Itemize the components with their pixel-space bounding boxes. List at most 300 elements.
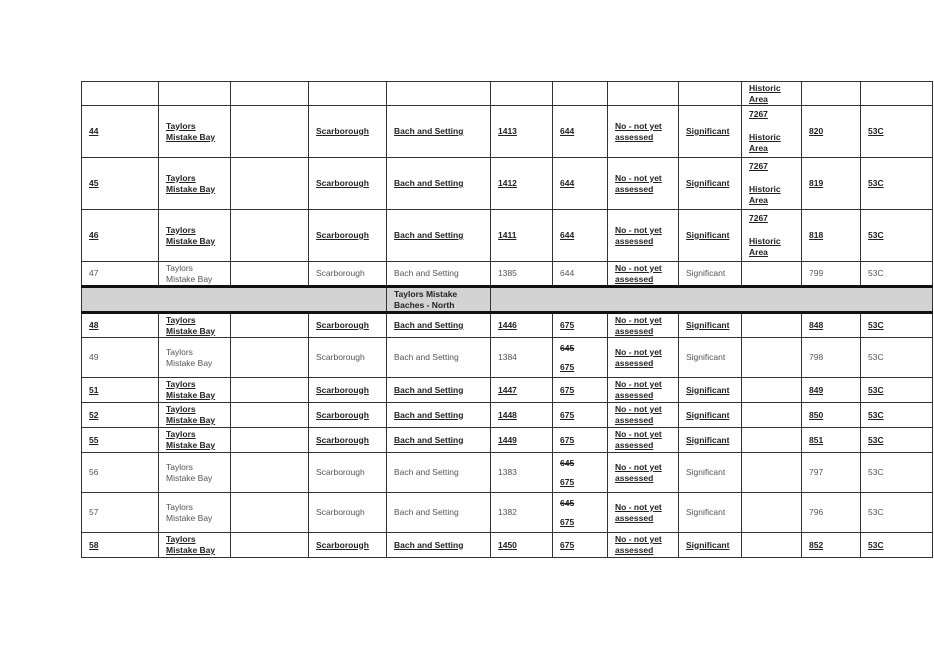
cell-plan-ref bbox=[553, 533, 608, 558]
table-row bbox=[82, 493, 933, 533]
cell-text: Scarborough bbox=[316, 268, 365, 278]
cell-text: Scarborough bbox=[316, 384, 369, 395]
cell-text: 7267 bbox=[749, 109, 768, 119]
cell-text: Bach and Setting bbox=[394, 352, 459, 362]
cell-location bbox=[159, 428, 231, 453]
cell-text: 7267 bbox=[749, 213, 768, 223]
cell-text: Bach and Setting bbox=[394, 320, 464, 330]
cell-text: 851 bbox=[809, 434, 824, 445]
cell-plan-ref bbox=[553, 428, 608, 453]
cell-historic-area bbox=[742, 493, 802, 533]
cell-heritage-id bbox=[491, 210, 553, 262]
cell-heritage-id bbox=[491, 262, 553, 287]
cell-suburb bbox=[309, 313, 387, 338]
cell-historic-area bbox=[742, 403, 802, 428]
cell-text: 52 bbox=[89, 409, 99, 420]
cell-item-number bbox=[82, 210, 159, 262]
cell-heritage-id bbox=[491, 403, 553, 428]
cell-plan-ref bbox=[553, 82, 608, 106]
cell-map-id bbox=[802, 262, 861, 287]
cell-text: 1411 bbox=[498, 230, 517, 240]
cell-text: 797 bbox=[809, 467, 824, 477]
cell-text: 7267 bbox=[749, 161, 768, 171]
cell-text: Bach and Setting bbox=[394, 178, 464, 188]
cell-text: Historic Area bbox=[749, 82, 781, 104]
cell-text: Taylors Mistake Bay bbox=[166, 314, 216, 336]
cell-location bbox=[159, 378, 231, 403]
table-row bbox=[82, 82, 933, 106]
cell-suburb bbox=[309, 533, 387, 558]
cell-location bbox=[159, 158, 231, 210]
cell-text: Scarborough bbox=[316, 409, 369, 420]
cell-text: 53C bbox=[868, 230, 884, 240]
cell-text: 849 bbox=[809, 384, 824, 395]
cell-text: No - not yet assessed bbox=[615, 534, 662, 555]
cell-heritage-id bbox=[491, 493, 553, 533]
cell-text: 850 bbox=[809, 409, 824, 420]
cell-text: 51 bbox=[89, 384, 99, 395]
cell-historic-area bbox=[742, 453, 802, 493]
cell-historic-area bbox=[742, 313, 802, 338]
cell-text: Taylors Mistake Bay bbox=[166, 262, 213, 284]
cell-assessment bbox=[608, 106, 679, 158]
cell-text: Scarborough bbox=[316, 320, 369, 330]
cell-historic-area bbox=[742, 158, 802, 210]
cell-text: Significant bbox=[686, 178, 730, 188]
cell-assessment bbox=[608, 313, 679, 338]
cell-text: 1449 bbox=[498, 434, 517, 445]
cell-text: Significant bbox=[686, 434, 730, 445]
cell-text: 48 bbox=[89, 320, 99, 330]
cell-text: No - not yet assessed bbox=[615, 172, 662, 194]
cell-planning-map bbox=[861, 428, 933, 453]
cell-text: 53C bbox=[868, 384, 884, 395]
cell-blank bbox=[231, 403, 309, 428]
heritage-schedule-table bbox=[81, 81, 933, 558]
cell-significance bbox=[679, 262, 742, 287]
cell-text: 53C bbox=[868, 539, 884, 550]
cell-significance bbox=[679, 158, 742, 210]
cell-significance bbox=[679, 453, 742, 493]
cell-location bbox=[159, 453, 231, 493]
cell-text: Historic Area bbox=[749, 236, 781, 257]
cell-text: Bach and Setting bbox=[394, 230, 464, 240]
cell-significance bbox=[679, 403, 742, 428]
cell-planning-map bbox=[861, 313, 933, 338]
cell-text: 46 bbox=[89, 230, 99, 240]
cell-text: 53C bbox=[868, 268, 884, 278]
table-row bbox=[82, 428, 933, 453]
cell-suburb bbox=[309, 403, 387, 428]
cell-text: 1447 bbox=[498, 384, 517, 395]
cell-text: Historic Area bbox=[749, 184, 781, 205]
cell-text: Taylors Mistake Bay bbox=[166, 224, 216, 246]
cell-blank bbox=[231, 378, 309, 403]
cell-plan-ref bbox=[553, 403, 608, 428]
cell-text: No - not yet assessed bbox=[615, 379, 662, 400]
cell-map-id bbox=[802, 106, 861, 158]
cell-map-id bbox=[802, 210, 861, 262]
cell-significance bbox=[679, 493, 742, 533]
cell-blank bbox=[231, 106, 309, 158]
cell-text: Scarborough bbox=[316, 467, 365, 477]
cell-blank bbox=[231, 533, 309, 558]
cell-historic-area bbox=[742, 378, 802, 403]
cell-text: No - not yet assessed bbox=[615, 224, 662, 246]
cell-text: 53C bbox=[868, 507, 884, 517]
cell-text: Scarborough bbox=[316, 230, 369, 240]
cell-text: 675 bbox=[560, 361, 575, 372]
cell-heritage-id bbox=[491, 378, 553, 403]
cell-planning-map bbox=[861, 453, 933, 493]
cell-planning-map bbox=[861, 158, 933, 210]
cell-text: 798 bbox=[809, 352, 824, 362]
cell-text: Historic Area bbox=[749, 132, 781, 153]
cell-plan-ref bbox=[553, 338, 608, 378]
cell-plan-ref bbox=[553, 453, 608, 493]
table-row bbox=[82, 338, 933, 378]
cell-text: Significant bbox=[686, 126, 730, 136]
cell-map-id bbox=[802, 82, 861, 106]
section-blank bbox=[491, 287, 933, 313]
cell-planning-map bbox=[861, 493, 933, 533]
cell-map-id bbox=[802, 338, 861, 378]
cell-map-id bbox=[802, 378, 861, 403]
cell-text: Taylors Mistake Bay bbox=[166, 404, 216, 425]
cell-plan-ref bbox=[553, 313, 608, 338]
cell-location bbox=[159, 210, 231, 262]
cell-significance bbox=[679, 313, 742, 338]
cell-heritage-id bbox=[491, 158, 553, 210]
cell-text: 58 bbox=[89, 539, 99, 550]
cell-item-number bbox=[82, 378, 159, 403]
cell-heritage-type bbox=[387, 533, 491, 558]
cell-heritage-type bbox=[387, 210, 491, 262]
cell-heritage-id bbox=[491, 533, 553, 558]
cell-map-id bbox=[802, 158, 861, 210]
cell-heritage-type bbox=[387, 313, 491, 338]
cell-assessment bbox=[608, 210, 679, 262]
cell-text: Bach and Setting bbox=[394, 268, 459, 278]
cell-text: 675 bbox=[560, 539, 575, 550]
cell-suburb bbox=[309, 338, 387, 378]
table-row bbox=[82, 453, 933, 493]
cell-location bbox=[159, 533, 231, 558]
cell-text: Significant bbox=[686, 268, 726, 278]
cell-text: 57 bbox=[89, 507, 99, 517]
cell-blank bbox=[231, 453, 309, 493]
cell-blank bbox=[231, 82, 309, 106]
cell-assessment bbox=[608, 378, 679, 403]
cell-location bbox=[159, 493, 231, 533]
cell-significance bbox=[679, 378, 742, 403]
cell-blank bbox=[231, 493, 309, 533]
cell-text: 852 bbox=[809, 539, 824, 550]
cell-heritage-type bbox=[387, 82, 491, 106]
cell-text: 848 bbox=[809, 320, 824, 330]
cell-assessment bbox=[608, 82, 679, 106]
cell-significance bbox=[679, 210, 742, 262]
cell-suburb bbox=[309, 493, 387, 533]
cell-historic-area bbox=[742, 533, 802, 558]
cell-map-id bbox=[802, 533, 861, 558]
cell-item-number bbox=[82, 82, 159, 106]
cell-text: 53C bbox=[868, 409, 884, 420]
cell-item-number bbox=[82, 453, 159, 493]
cell-assessment bbox=[608, 453, 679, 493]
table-row bbox=[82, 533, 933, 558]
cell-text: Significant bbox=[686, 539, 730, 550]
cell-location bbox=[159, 106, 231, 158]
cell-text: 49 bbox=[89, 352, 99, 362]
cell-text: 1383 bbox=[498, 467, 517, 477]
cell-text: 675 bbox=[560, 409, 575, 420]
section-title: Taylors Mistake Baches - North bbox=[387, 287, 491, 313]
cell-text: 675 bbox=[560, 434, 575, 445]
cell-significance bbox=[679, 428, 742, 453]
cell-blank bbox=[231, 158, 309, 210]
cell-planning-map bbox=[861, 533, 933, 558]
cell-heritage-type bbox=[387, 403, 491, 428]
struck-text: 645 bbox=[560, 457, 575, 468]
cell-text: 1385 bbox=[498, 268, 517, 278]
cell-suburb bbox=[309, 210, 387, 262]
cell-historic-area bbox=[742, 210, 802, 262]
cell-heritage-id bbox=[491, 338, 553, 378]
cell-heritage-id bbox=[491, 82, 553, 106]
table-row bbox=[82, 403, 933, 428]
cell-heritage-id bbox=[491, 453, 553, 493]
table-body bbox=[82, 82, 933, 558]
cell-significance bbox=[679, 533, 742, 558]
cell-text: 675 bbox=[560, 476, 575, 487]
table-row bbox=[82, 313, 933, 338]
cell-text: 53C bbox=[868, 126, 884, 136]
cell-text: 819 bbox=[809, 178, 824, 188]
cell-text: 644 bbox=[560, 126, 575, 136]
cell-text: No - not yet assessed bbox=[615, 346, 662, 368]
cell-text: Significant bbox=[686, 409, 730, 420]
cell-text: Taylors Mistake Bay bbox=[166, 346, 213, 368]
cell-suburb bbox=[309, 428, 387, 453]
cell-plan-ref bbox=[553, 493, 608, 533]
cell-text: No - not yet assessed bbox=[615, 461, 662, 483]
cell-text: 44 bbox=[89, 126, 99, 136]
cell-suburb bbox=[309, 158, 387, 210]
cell-text: Taylors Mistake Bay bbox=[166, 501, 213, 523]
cell-heritage-type bbox=[387, 453, 491, 493]
cell-heritage-type bbox=[387, 338, 491, 378]
cell-text: Taylors Mistake Bay bbox=[166, 461, 213, 483]
cell-item-number bbox=[82, 403, 159, 428]
cell-text: No - not yet assessed bbox=[615, 120, 662, 142]
cell-text: 644 bbox=[560, 230, 575, 240]
cell-planning-map bbox=[861, 378, 933, 403]
struck-text: 645 bbox=[560, 497, 575, 508]
cell-map-id bbox=[802, 493, 861, 533]
cell-blank bbox=[231, 313, 309, 338]
cell-blank bbox=[231, 210, 309, 262]
cell-heritage-id bbox=[491, 313, 553, 338]
table-row bbox=[82, 262, 933, 287]
cell-text: Taylors Mistake Bay bbox=[166, 120, 216, 142]
cell-item-number bbox=[82, 428, 159, 453]
cell-text: 53C bbox=[868, 352, 884, 362]
cell-significance bbox=[679, 106, 742, 158]
section-header-row bbox=[82, 287, 933, 313]
cell-item-number bbox=[82, 313, 159, 338]
cell-historic-area bbox=[742, 262, 802, 287]
cell-text: No - not yet assessed bbox=[615, 429, 662, 450]
cell-blank bbox=[231, 338, 309, 378]
cell-heritage-type bbox=[387, 106, 491, 158]
table-row bbox=[82, 106, 933, 158]
cell-text: 1382 bbox=[498, 507, 517, 517]
cell-text: Significant bbox=[686, 467, 726, 477]
cell-significance bbox=[679, 82, 742, 106]
cell-text: 675 bbox=[560, 516, 575, 527]
cell-historic-area bbox=[742, 82, 802, 106]
cell-text: Significant bbox=[686, 352, 726, 362]
cell-heritage-type bbox=[387, 378, 491, 403]
cell-item-number bbox=[82, 158, 159, 210]
cell-assessment bbox=[608, 262, 679, 287]
cell-text: 55 bbox=[89, 434, 99, 445]
struck-text: 645 bbox=[560, 342, 575, 353]
cell-blank bbox=[231, 262, 309, 287]
cell-text: 53C bbox=[868, 434, 884, 445]
cell-text: No - not yet assessed bbox=[615, 262, 662, 284]
cell-location bbox=[159, 262, 231, 287]
table-row bbox=[82, 158, 933, 210]
cell-map-id bbox=[802, 428, 861, 453]
cell-text: Bach and Setting bbox=[394, 507, 459, 517]
cell-text: Scarborough bbox=[316, 539, 369, 550]
cell-plan-ref bbox=[553, 210, 608, 262]
cell-text: Taylors Mistake Bay bbox=[166, 429, 216, 450]
cell-planning-map bbox=[861, 403, 933, 428]
cell-text: Scarborough bbox=[316, 352, 365, 362]
table-row bbox=[82, 378, 933, 403]
cell-item-number bbox=[82, 338, 159, 378]
cell-text: Significant bbox=[686, 384, 730, 395]
cell-text: 1412 bbox=[498, 178, 517, 188]
cell-heritage-type bbox=[387, 493, 491, 533]
cell-text: 53C bbox=[868, 320, 884, 330]
cell-location bbox=[159, 403, 231, 428]
cell-item-number bbox=[82, 262, 159, 287]
cell-text: 818 bbox=[809, 230, 824, 240]
cell-plan-ref bbox=[553, 158, 608, 210]
cell-heritage-type bbox=[387, 262, 491, 287]
cell-location bbox=[159, 338, 231, 378]
cell-text: 644 bbox=[560, 178, 575, 188]
cell-text: 53C bbox=[868, 467, 884, 477]
cell-text: No - not yet assessed bbox=[615, 404, 662, 425]
cell-text: 1384 bbox=[498, 352, 517, 362]
cell-text: Significant bbox=[686, 507, 726, 517]
section-blank bbox=[82, 287, 387, 313]
cell-assessment bbox=[608, 338, 679, 378]
cell-location bbox=[159, 82, 231, 106]
cell-text: Scarborough bbox=[316, 126, 369, 136]
cell-suburb bbox=[309, 106, 387, 158]
cell-text: No - not yet assessed bbox=[615, 314, 662, 336]
cell-item-number bbox=[82, 493, 159, 533]
cell-planning-map bbox=[861, 338, 933, 378]
cell-heritage-id bbox=[491, 106, 553, 158]
cell-suburb bbox=[309, 82, 387, 106]
cell-text: Scarborough bbox=[316, 434, 369, 445]
cell-text: Bach and Setting bbox=[394, 467, 459, 477]
cell-text: Bach and Setting bbox=[394, 409, 464, 420]
cell-historic-area bbox=[742, 106, 802, 158]
cell-text: Bach and Setting bbox=[394, 434, 464, 445]
cell-map-id bbox=[802, 403, 861, 428]
cell-text: 47 bbox=[89, 268, 99, 278]
cell-text: 796 bbox=[809, 507, 824, 517]
cell-historic-area bbox=[742, 338, 802, 378]
cell-heritage-type bbox=[387, 428, 491, 453]
cell-plan-ref bbox=[553, 378, 608, 403]
cell-map-id bbox=[802, 313, 861, 338]
cell-text: Taylors Mistake Bay bbox=[166, 172, 216, 194]
cell-text: 675 bbox=[560, 384, 575, 395]
cell-planning-map bbox=[861, 82, 933, 106]
cell-text: Taylors Mistake Bay bbox=[166, 534, 216, 555]
cell-text: No - not yet assessed bbox=[615, 501, 662, 523]
cell-assessment bbox=[608, 493, 679, 533]
cell-text: 644 bbox=[560, 268, 575, 278]
cell-suburb bbox=[309, 453, 387, 493]
cell-text: 1446 bbox=[498, 320, 517, 330]
cell-suburb bbox=[309, 378, 387, 403]
cell-heritage-id bbox=[491, 428, 553, 453]
cell-suburb bbox=[309, 262, 387, 287]
cell-planning-map bbox=[861, 262, 933, 287]
cell-location bbox=[159, 313, 231, 338]
table-row bbox=[82, 210, 933, 262]
cell-text: 45 bbox=[89, 178, 99, 188]
cell-text: 799 bbox=[809, 268, 824, 278]
cell-item-number bbox=[82, 106, 159, 158]
cell-text: 1413 bbox=[498, 126, 517, 136]
cell-heritage-type bbox=[387, 158, 491, 210]
cell-text: Scarborough bbox=[316, 507, 365, 517]
cell-text: Bach and Setting bbox=[394, 126, 464, 136]
cell-planning-map bbox=[861, 210, 933, 262]
cell-text: Scarborough bbox=[316, 178, 369, 188]
cell-blank bbox=[231, 428, 309, 453]
cell-plan-ref bbox=[553, 262, 608, 287]
cell-text: 675 bbox=[560, 320, 575, 330]
cell-assessment bbox=[608, 533, 679, 558]
cell-text: Bach and Setting bbox=[394, 539, 464, 550]
cell-item-number bbox=[82, 533, 159, 558]
cell-text: Significant bbox=[686, 230, 730, 240]
cell-text: 53C bbox=[868, 178, 884, 188]
cell-text: 1448 bbox=[498, 409, 517, 420]
cell-assessment bbox=[608, 428, 679, 453]
cell-text: Taylors Mistake Bay bbox=[166, 379, 216, 400]
cell-assessment bbox=[608, 403, 679, 428]
cell-text: Bach and Setting bbox=[394, 384, 464, 395]
cell-text: 1450 bbox=[498, 539, 517, 550]
cell-map-id bbox=[802, 453, 861, 493]
cell-text: 820 bbox=[809, 126, 824, 136]
cell-text: Significant bbox=[686, 320, 730, 330]
cell-assessment bbox=[608, 158, 679, 210]
